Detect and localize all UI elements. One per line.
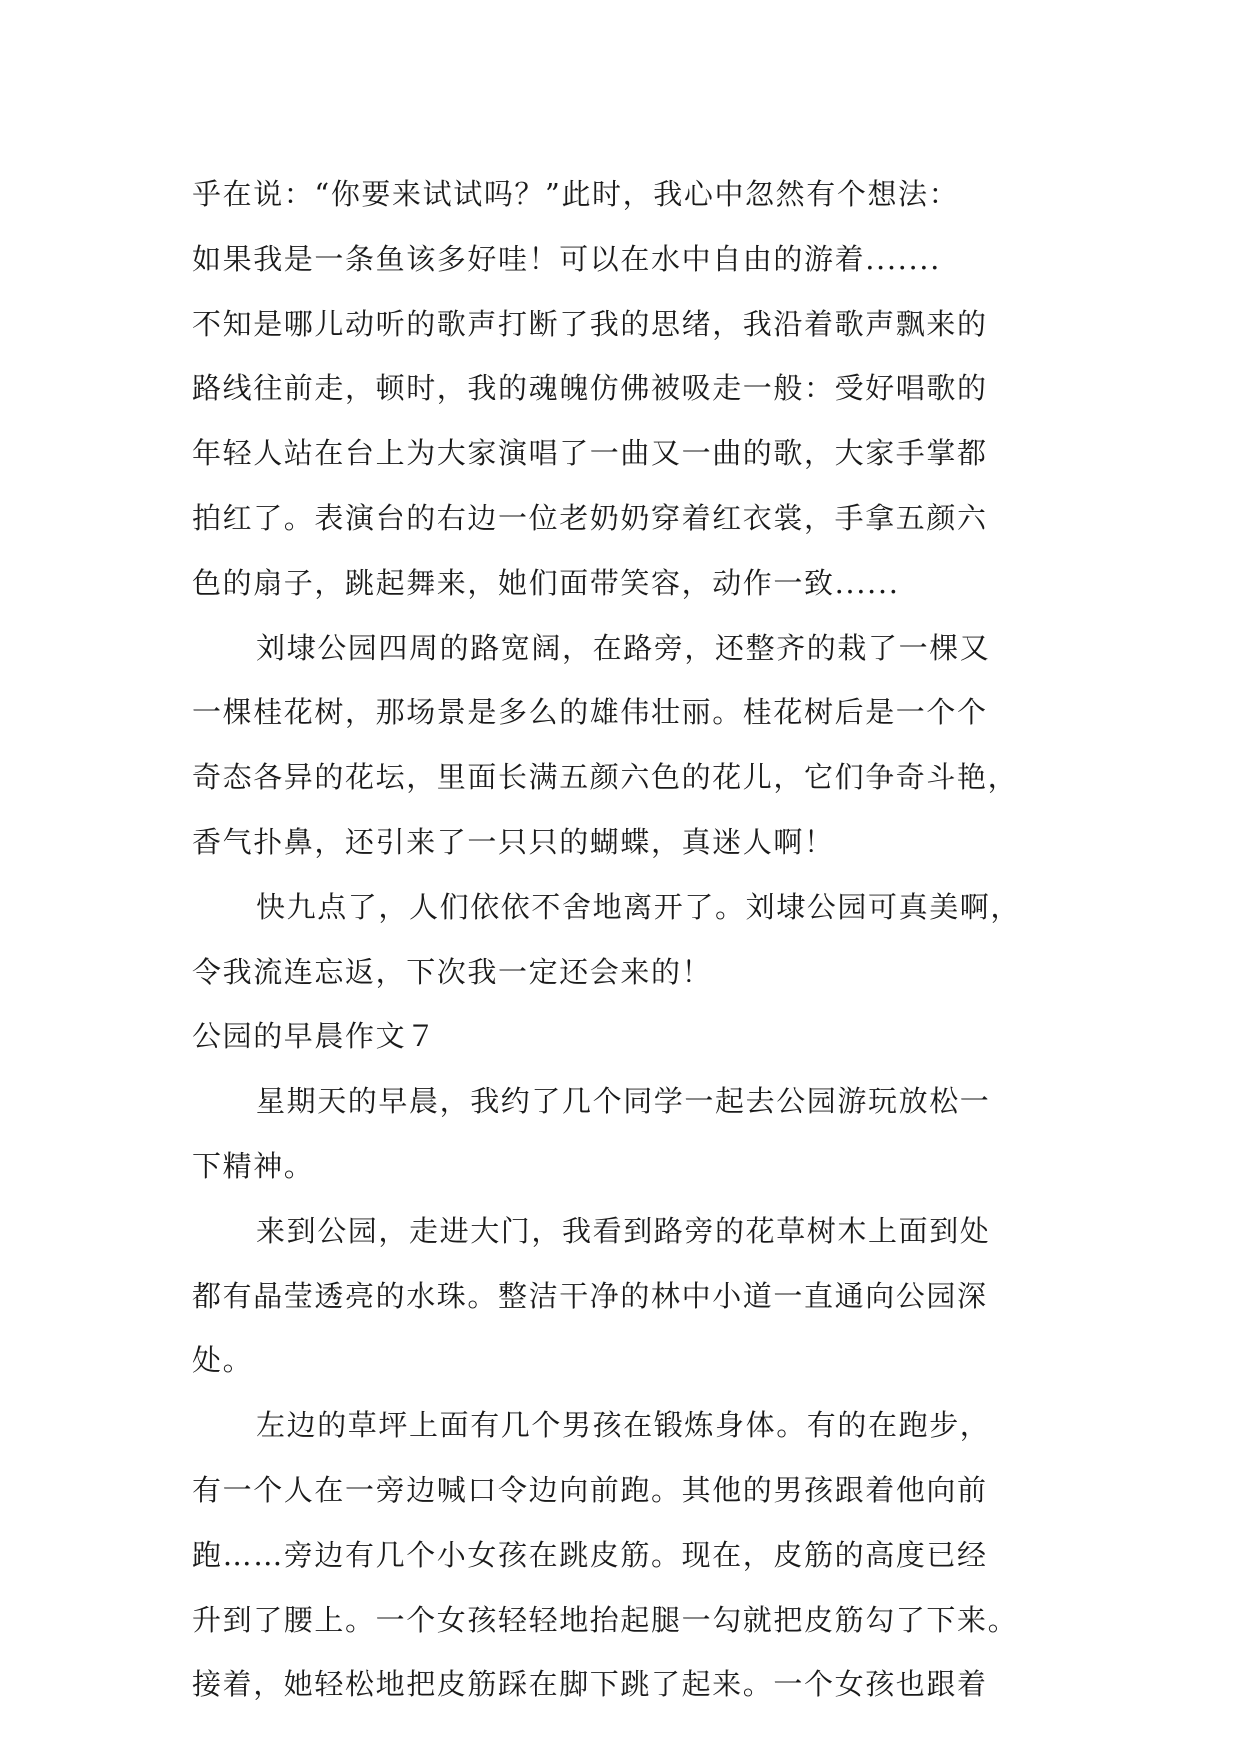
text-line: 色的扇子，跳起舞来，她们面带笑容，动作一致...... (192, 565, 900, 600)
text-line: 香气扑鼻，还引来了一只只的蝴蝶，真迷人啊！ (192, 824, 835, 859)
text-line: 令我流连忘返，下次我一定还会来的！ (192, 954, 713, 989)
text-line: 奇态各异的花坛，里面长满五颜六色的花儿，它们争奇斗艳， (192, 760, 1019, 795)
text-line: 有一个人在一旁边喊口令边向前跑。其他的男孩跟着他向前 (192, 1472, 988, 1507)
text-line: 如果我是一条鱼该多好哇！可以在水中自由的游着....... (192, 241, 941, 276)
text-line: 处。 (192, 1343, 254, 1378)
text-line: 跑……旁边有几个小女孩在跳皮筋。现在，皮筋的高度已经 (192, 1537, 988, 1572)
paragraph-first-line: 星期天的早晨，我约了几个同学一起去公园游玩放松一 (256, 1084, 991, 1119)
document-body (192, 162, 1062, 1717)
text-line: 年轻人站在台上为大家演唱了一曲又一曲的歌，大家手掌都 (192, 436, 988, 471)
text-line: 都有晶莹透亮的水珠。整洁干净的林中小道一直通向公园深 (192, 1278, 988, 1313)
paragraph-first-line: 来到公园，走进大门，我看到路旁的花草树木上面到处 (256, 1213, 991, 1248)
text-line: 乎在说：“你要来试试吗？”此时，我心中忽然有个想法： (192, 177, 960, 211)
paragraph-first-line: 左边的草坪上面有几个男孩在锻炼身体。有的在跑步， (256, 1408, 991, 1443)
text-line: 拍红了。表演台的右边一位老奶奶穿着红衣裳，手拿五颜六 (192, 500, 988, 535)
text-line: 接着，她轻松地把皮筋踩在脚下跳了起来。一个女孩也跟着 (192, 1667, 988, 1702)
text-line: 升到了腰上。一个女孩轻轻地抬起腿一勾就把皮筋勾了下来。 (192, 1602, 1019, 1637)
text-line: 不知是哪儿动听的歌声打断了我的思绪，我沿着歌声飘来的 (192, 306, 988, 341)
text-line: 一棵桂花树，那场景是多么的雄伟壮丽。桂花树后是一个个 (192, 695, 988, 730)
paragraph-first-line: 快九点了，人们依依不舍地离开了。刘埭公园可真美啊， (256, 889, 1022, 924)
text-line: 下精神。 (192, 1148, 315, 1183)
section-heading: 公园的早晨作文７ (192, 1019, 437, 1054)
text-line: 路线往前走，顿时，我的魂魄仿佛被吸走一般：受好唱歌的 (192, 371, 988, 406)
paragraph-first-line: 刘埭公园四周的路宽阔，在路旁，还整齐的栽了一棵又 (256, 630, 991, 665)
